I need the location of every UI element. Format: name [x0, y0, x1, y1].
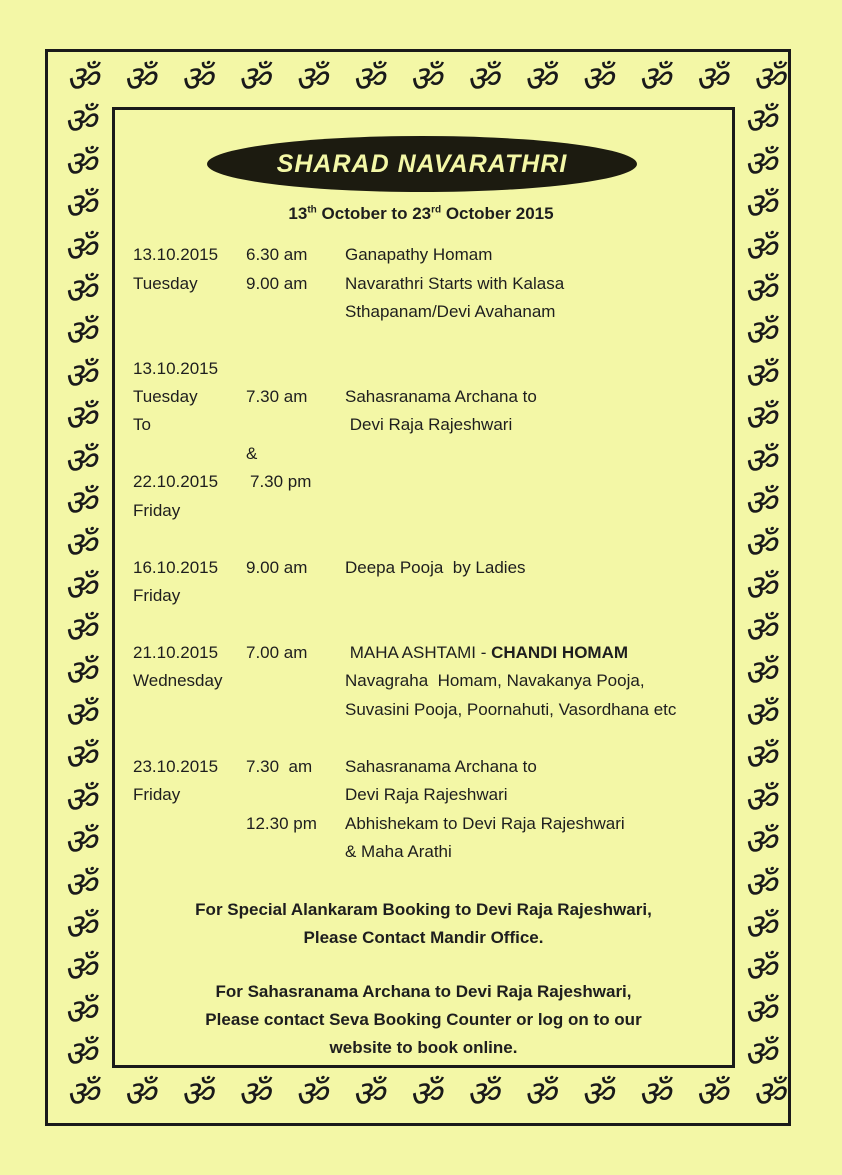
om-icon: ॐ: [694, 1074, 728, 1115]
entry2-desc1: Sahasranama Archana to: [345, 387, 537, 406]
om-icon: ॐ: [63, 779, 97, 821]
om-icon: ॐ: [580, 59, 614, 100]
entry1-time1: 6.30 am: [246, 245, 308, 264]
om-icon: ॐ: [743, 737, 777, 779]
om-icon: ॐ: [65, 59, 99, 100]
entry4-day: Wednesday: [133, 671, 223, 690]
entry5-time1: 7.30 am: [246, 757, 313, 776]
archana-line2: Please contact Seva Booking Counter or log on to our: [205, 1010, 642, 1029]
om-icon: ॐ: [63, 991, 97, 1033]
om-icon: ॐ: [743, 228, 777, 270]
om-icon: ॐ: [63, 822, 97, 864]
entry2-ampersand: &: [246, 444, 258, 463]
archana-note: [112, 978, 735, 1062]
om-icon: ॐ: [179, 59, 213, 100]
om-icon: ॐ: [122, 59, 156, 100]
om-icon: ॐ: [63, 398, 97, 440]
om-icon: ॐ: [743, 525, 777, 567]
om-icon: ॐ: [63, 143, 97, 185]
entry4-date: 21.10.2015: [133, 643, 219, 662]
om-icon: ॐ: [743, 652, 777, 694]
om-icon: ॐ: [63, 101, 97, 143]
date-range: 13th October to 23rd October 2015: [288, 204, 554, 223]
entry5-date: 23.10.2015: [133, 757, 219, 776]
archana-line3: website to book online.: [329, 1038, 518, 1057]
entry3-date: 16.10.2015: [133, 558, 219, 577]
om-icon: ॐ: [63, 525, 97, 567]
om-icon: ॐ: [237, 1074, 271, 1115]
entry4-desc2: Navagraha Homam, Navakanya Pooja,: [345, 671, 645, 690]
om-icon: ॐ: [63, 567, 97, 609]
om-icon: ॐ: [65, 1074, 99, 1115]
om-icon: ॐ: [743, 313, 777, 355]
om-icon: ॐ: [63, 864, 97, 906]
page-title: SHARAD NAVARATHRI: [207, 136, 637, 192]
archana-line1: For Sahasranama Archana to Devi Raja Rajeshwari,: [215, 982, 632, 1001]
om-icon: ॐ: [523, 59, 557, 100]
om-icon: ॐ: [465, 1074, 499, 1115]
om-icon: ॐ: [63, 228, 97, 270]
om-icon: ॐ: [743, 483, 777, 524]
entry2-date-from: 13.10.2015: [133, 359, 219, 378]
om-icon: ॐ: [743, 143, 777, 185]
entry5-desc2: Devi Raja Rajeshwari: [345, 785, 508, 804]
om-icon: ॐ: [523, 1074, 557, 1115]
om-icon: ॐ: [63, 186, 97, 228]
om-icon: ॐ: [63, 440, 97, 482]
om-icon: ॐ: [63, 483, 97, 524]
entry2-to: To: [133, 415, 151, 434]
entry2-day-from: Tuesday: [133, 387, 198, 406]
om-icon: ॐ: [743, 779, 777, 821]
om-icon: ॐ: [294, 59, 328, 100]
om-icon: ॐ: [408, 59, 442, 100]
om-icon: ॐ: [743, 949, 777, 991]
entry2-day-to: Friday: [133, 501, 181, 520]
alankaram-line1: For Special Alankaram Booking to Devi Raja Rajeshwari,: [195, 900, 652, 919]
entry2-time1: 7.30 am: [246, 387, 308, 406]
om-icon: ॐ: [743, 695, 777, 736]
om-icon: ॐ: [743, 907, 777, 948]
entry3-time: 9.00 am: [246, 558, 308, 577]
om-icon: ॐ: [743, 398, 777, 440]
om-icon: ॐ: [351, 59, 385, 100]
entry4-desc3: Suvasini Pooja, Poornahuti, Vasordhana etc: [345, 700, 677, 719]
om-icon: ॐ: [63, 652, 97, 694]
om-icon: ॐ: [179, 1074, 213, 1115]
om-icon: ॐ: [63, 610, 97, 652]
entry1-desc2: Navarathri Starts with Kalasa: [345, 274, 565, 293]
om-icon: ॐ: [63, 1034, 97, 1076]
entry5-desc3: Abhishekam to Devi Raja Rajeshwari: [345, 814, 625, 833]
alankaram-note: [112, 896, 735, 952]
entry5-time2: 12.30 pm: [246, 814, 317, 833]
om-icon: ॐ: [63, 907, 97, 948]
entry1-desc3: Sthapanam/Devi Avahanam: [345, 302, 556, 321]
entry5-day: Friday: [133, 785, 181, 804]
om-icon: ॐ: [63, 313, 97, 355]
om-icon: ॐ: [637, 1074, 671, 1115]
om-icon: ॐ: [63, 355, 97, 397]
entry1-day: Tuesday: [133, 274, 198, 293]
om-icon: ॐ: [751, 59, 785, 100]
entry4-desc1: MAHA ASHTAMI - CHANDI HOMAM: [345, 643, 629, 662]
om-icon: ॐ: [465, 59, 499, 100]
om-icon: ॐ: [743, 440, 777, 482]
om-icon: ॐ: [743, 567, 777, 609]
entry1-date: 13.10.2015: [133, 245, 219, 264]
entry4-time: 7.00 am: [246, 643, 308, 662]
om-icon: ॐ: [294, 1074, 328, 1115]
entry5-desc4: & Maha Arathi: [345, 842, 452, 861]
om-icon: ॐ: [743, 355, 777, 397]
entry3-desc: Deepa Pooja by Ladies: [345, 558, 526, 577]
om-icon: ॐ: [743, 101, 777, 143]
om-icon: ॐ: [63, 271, 97, 312]
entry2-desc2: Devi Raja Rajeshwari: [345, 415, 513, 434]
om-icon: ॐ: [63, 695, 97, 736]
om-icon: ॐ: [63, 949, 97, 991]
om-icon: ॐ: [408, 1074, 442, 1115]
om-icon: ॐ: [751, 1074, 785, 1115]
entry2-date-to: 22.10.2015: [133, 472, 219, 491]
entry1-desc1: Ganapathy Homam: [345, 245, 493, 264]
om-icon: ॐ: [743, 610, 777, 652]
om-icon: ॐ: [694, 59, 728, 100]
entry2-time2: 7.30 pm: [250, 472, 312, 491]
entry5-desc1: Sahasranama Archana to: [345, 757, 537, 776]
om-icon: ॐ: [351, 1074, 385, 1115]
om-icon: ॐ: [743, 1034, 777, 1076]
om-icon: ॐ: [743, 822, 777, 864]
om-icon: ॐ: [743, 864, 777, 906]
om-icon: ॐ: [63, 737, 97, 779]
om-icon: ॐ: [743, 186, 777, 228]
entry3-day: Friday: [133, 586, 181, 605]
entry1-time2: 9.00 am: [246, 274, 308, 293]
om-icon: ॐ: [237, 59, 271, 100]
alankaram-line2: Please Contact Mandir Office.: [303, 928, 544, 947]
om-icon: ॐ: [580, 1074, 614, 1115]
om-icon: ॐ: [637, 59, 671, 100]
om-icon: ॐ: [122, 1074, 156, 1115]
om-icon: ॐ: [743, 271, 777, 312]
om-icon: ॐ: [743, 991, 777, 1033]
